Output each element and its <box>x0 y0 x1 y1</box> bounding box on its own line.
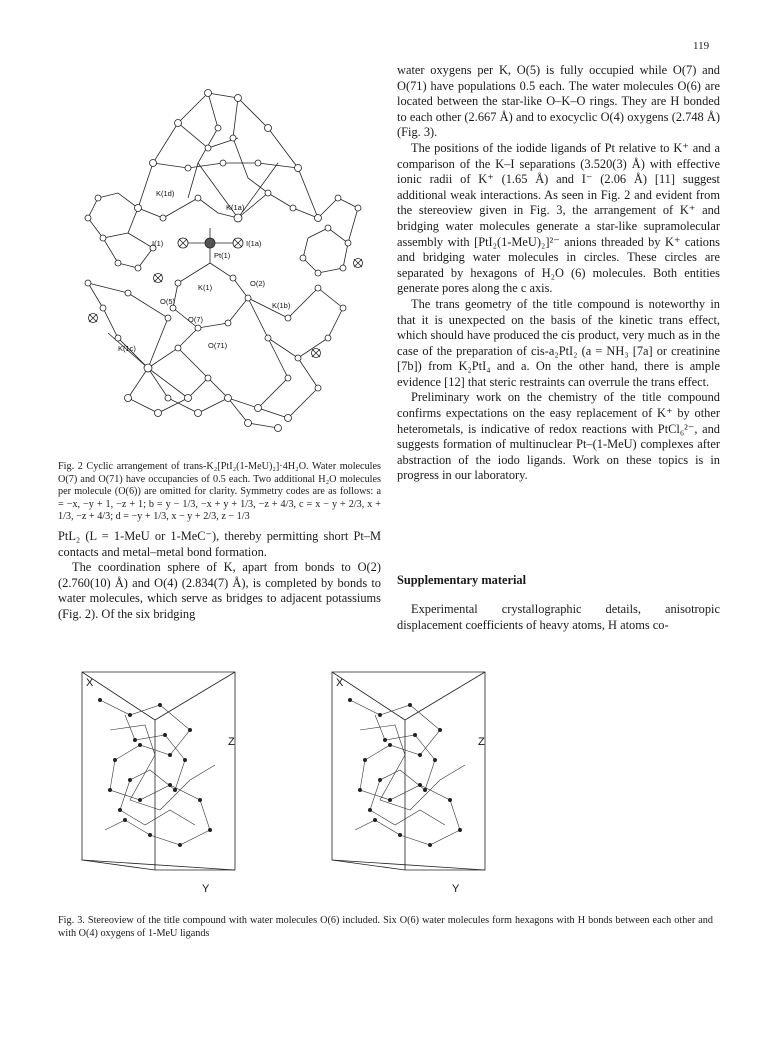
crystal-structure-drawing <box>58 68 378 450</box>
label-o7: O(7) <box>188 315 203 324</box>
label-k1c: K(1c) <box>118 344 136 353</box>
right-para-4: Preliminary work on the chemistry of the title compound confirms expectations on the easy replacement of K⁺ by other heterometals, is indicative of redox reactions with PtCl₆²⁻, and suggests formation of multinuclear Pt–(1-MeU) complexes after abstraction of the iodo ligands. Work on these topics is in progress in our laboratory. <box>397 390 720 483</box>
section-heading: Supplementary material <box>397 573 527 587</box>
right-para-2: The positions of the iodide ligands of Pt relative to K⁺ and a comparison of the K–I separations (3.520(3) Å) with effective ionic radii of K⁺ (1.65 Å) and I⁻ (2.06 Å) [11] suggest additional weak interactions. As seen in Fig. 2 and evident from the stereoview given in Fig. 3, the arrangement of K⁺ and bridging water molecules generate a star-like supramolecular assembly with [PtI₂(1-MeU)₂]²⁻ anions threaded by K⁺ cations and bridging water molecules in circles. These circles are separated by hexagons of H₂O (6) molecules. Both entities generate pores along the c axis. <box>397 140 720 296</box>
left-column <box>58 529 381 623</box>
label-o71: O(71) <box>208 341 228 350</box>
label-o5: O(5) <box>160 297 175 306</box>
label-k1d: K(1d) <box>156 189 175 198</box>
page-number: 119 <box>693 40 710 52</box>
label-pt1: Pt(1) <box>214 251 231 260</box>
axis-y-left: Y <box>202 883 210 895</box>
axis-z-left: Z <box>228 736 235 748</box>
label-k1b: K(1b) <box>272 301 291 310</box>
figure-3-caption-text: Fig. 3. Stereoview of the title compound with water molecules O(6) included. Six O(6) water molecules form hexagons with H bonds between each other and with O(4) oxygens of 1-MeU ligands <box>58 915 713 939</box>
figure-3-caption <box>58 915 713 940</box>
label-k1a: K(1a) <box>226 203 245 212</box>
stereoview-drawing <box>70 660 710 900</box>
right-para-5: Experimental crystallographic details, anisotropic displacement coefficients of heavy atoms, H atoms co- <box>397 602 720 632</box>
right-column-continued <box>397 602 720 633</box>
axis-y-right: Y <box>452 883 460 895</box>
figure-2-caption <box>58 461 381 524</box>
figure-3 <box>70 660 710 900</box>
right-para-3: The trans geometry of the title compound is noteworthy in that it is unexpected on the basis of the kinetic trans effect, which should have produced the cis product, very much as in the case of the preparation of cis-a₂PtI₂ (a = NH₃ [7a] or creatinine [7b]) from K₂PtI₄ and a. On the other hand, there is ample evidence [12] that steric restraints can overrule the trans effect. <box>397 296 720 389</box>
axis-x-right: X <box>336 677 344 689</box>
label-o2: O(2) <box>250 279 265 288</box>
axis-z-right: Z <box>478 736 485 748</box>
label-k1: K(1) <box>198 283 213 292</box>
figure-2-caption-text: Fig. 2 Cyclic arrangement of trans-K₂[PtI₂(1-MeU)₂]·4H₂O. Water molecules O(7) and O(71) have occupancies of 0.5 each. Two additional H₂O molecules per molecule (O(6)) are omitted for clarity. Symmetry codes are as follows: a = −x, −y + 1, −z + 1; b = y − 1/3, −x + y + 1/3, −z + 4/3, c = x − y + 2/3, x + 1/3, −z + 4/3; d = −y + 1/3, x − y + 2/3, z − 1/3 <box>58 461 381 522</box>
right-para-1: water oxygens per K, O(5) is fully occupied while O(7) and O(71) have populations 0.5 each. The water molecules O(6) are located between the star-like O–K–O rings. They are H bonded to each other (2.667 Å) and to exocyclic O(4) oxygens (2.748 Å) (Fig. 3). <box>397 63 720 140</box>
label-i1: I(1) <box>152 239 164 248</box>
left-para-1: PtL₂ (L = 1-MeU or 1-MeC⁻), thereby permitting short Pt–M contacts and metal–metal bond formation. <box>58 529 381 559</box>
left-para-2: The coordination sphere of K, apart from bonds to O(2) (2.760(10) Å) and O(4) (2.834(7) Å), is completed by bonds to water molecules, which serve as bridges to adjacent potassiums (Fig. 2). Of the six bridging <box>58 560 381 621</box>
right-column <box>397 63 720 484</box>
axis-x-left: X <box>86 677 94 689</box>
figure-2 <box>58 68 378 450</box>
label-i1a: I(1a) <box>246 239 262 248</box>
